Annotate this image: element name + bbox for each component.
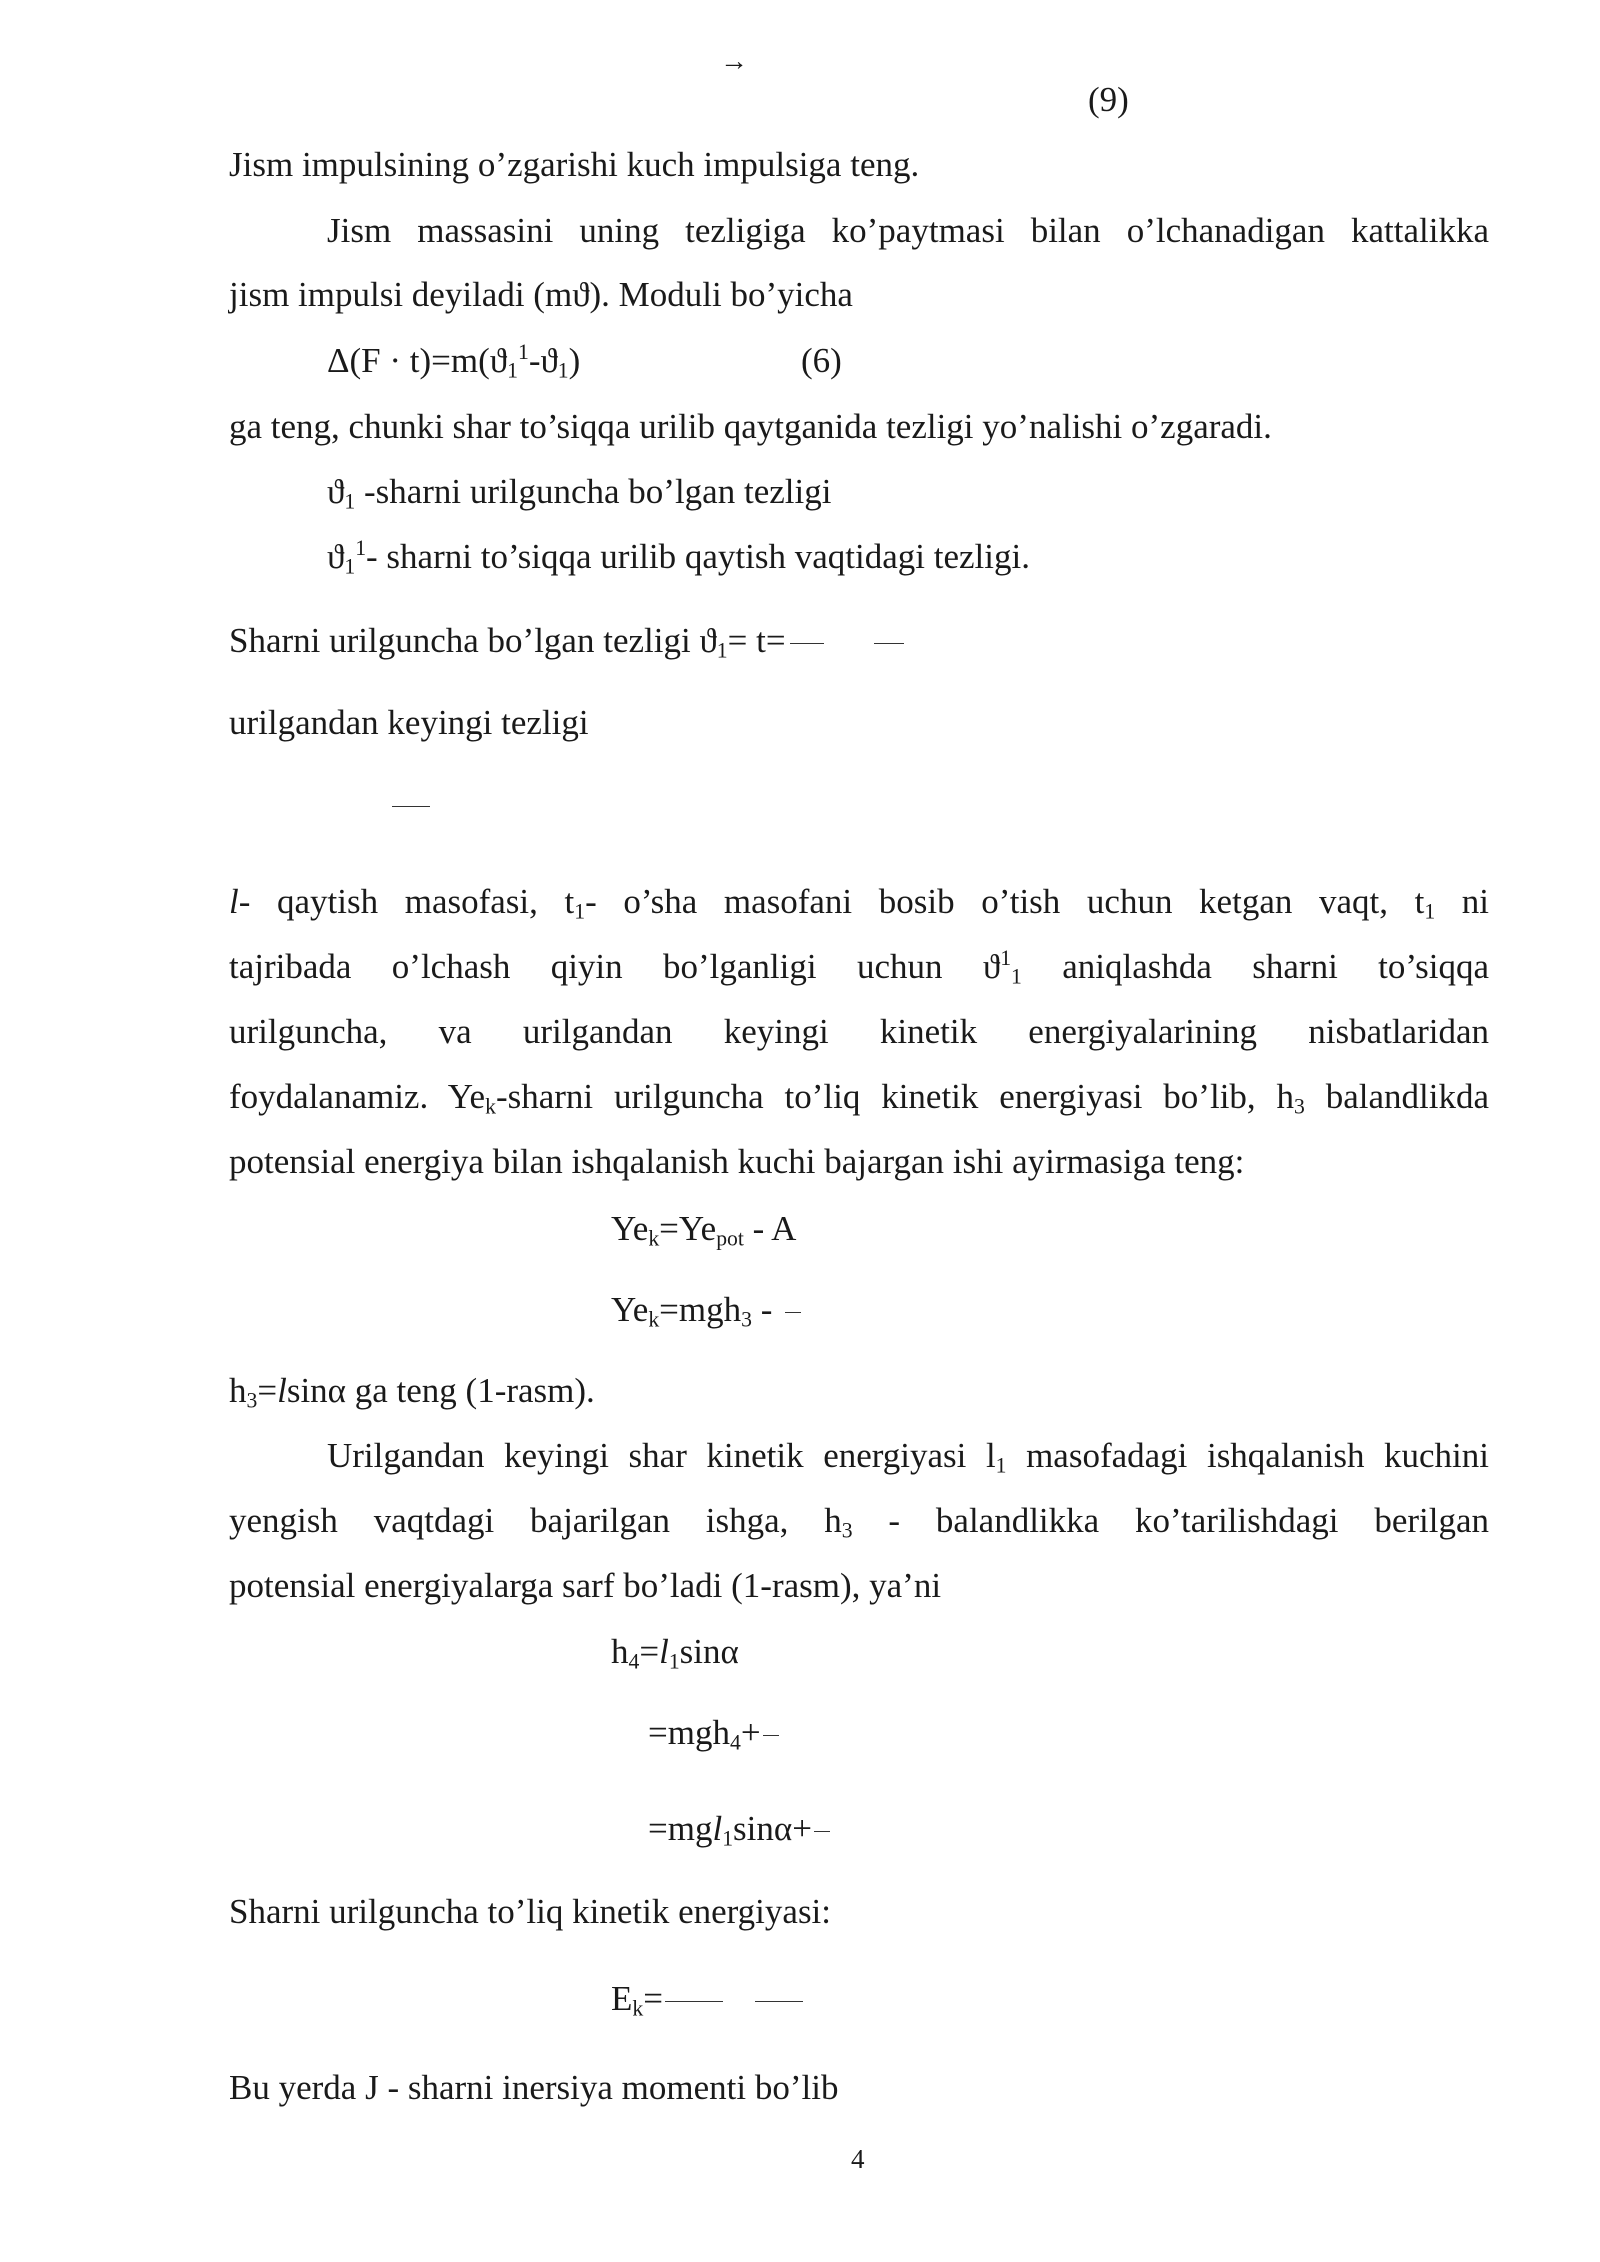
paragraph-1: Jism impulsining o’zgarishi kuch impulsiga teng. <box>229 145 920 184</box>
fraction-bar <box>665 2001 723 2002</box>
vector-arrow: → <box>720 46 748 77</box>
fraction-bar <box>755 2001 803 2002</box>
paragraph-3: ga teng, chunki shar to’siqqa urilib qaytganida tezligi yo’nalishi o’zgaradi. <box>229 407 1272 446</box>
definition-v1: $ϑ_1$ -sharni urilguncha bo’lgan tezligi <box>327 472 832 514</box>
definition-v1-prime: $ϑ_1^1-$ sharni to’siqqa urilib qaytish vaqtidagi tezligi. <box>327 535 1030 579</box>
paragraph-5-line-3: potensial energiyalarga sarf bo’ladi (1-rasm), ya’ni <box>229 1566 942 1605</box>
equation-number-6: (6) <box>801 341 842 380</box>
equation-h4: $h_4=l_1\sin\alpha$ <box>611 1632 739 1674</box>
paragraph-2-line-2: jism impulsi deyiladi (mϑ). Moduli bo’yicha <box>229 275 853 314</box>
paragraph-4-line-4: foydalanamiz. $Ye_k$-sharni urilguncha to’liq kinetik energiyasi bo’lib, $h_3$ balandlikda <box>229 1077 1490 1119</box>
fraction-bar <box>790 643 824 644</box>
h3-definition: $h_3=lsin\alpha$ ga teng (1-rasm). <box>229 1371 595 1413</box>
fraction-bar <box>392 806 430 807</box>
equation-energy-1: =mgh$_4$+ <box>648 1711 779 1755</box>
paragraph-5-line-1: Urilgandan keyingi shar kinetik energiyasi $l_1$ masofadagi ishqalanish kuchini <box>327 1436 1489 1478</box>
equation-ek-1: $Ye_k=Ye_{pot} - A$ <box>611 1209 797 1251</box>
kinetic-energy-heading: Sharni urilguncha to’liq kinetik energiyasi: <box>229 1892 832 1931</box>
closing-line: Bu yerda J - sharni inersiya momenti bo’lib <box>229 2068 839 2107</box>
fraction-bar <box>814 1831 830 1832</box>
fraction-bar <box>874 643 904 644</box>
paragraph-4-line-2: tajribada o’lchash qiyin bo’lganligi uchun $ϑ^1_1$ aniqlashda sharni to’siqqa <box>229 945 1489 989</box>
equation-ek-total: $E_k=$ <box>611 1977 803 2021</box>
equation-energy-2: =mgl$_1$sinα+ <box>648 1807 830 1851</box>
fraction-bar <box>763 1735 779 1736</box>
paragraph-4-line-5: potensial energiya bilan ishqalanish kuchi bajargan ishi ayirmasiga teng: <box>229 1142 1245 1181</box>
page-number: 4 <box>851 2144 865 2174</box>
paragraph-4-line-3: urilguncha, va urilgandan keyingi kinetik energiyalarining nisbatlaridan <box>229 1012 1489 1051</box>
speed-before-line: Sharni urilguncha bo’lgan tezligi $ϑ_1= t=$ <box>229 619 904 663</box>
equation-ek-2: $Ye_k=mgh_3$ - <box>611 1288 801 1332</box>
paragraph-2-line-1: Jism massasini uning tezligiga ko’paytmasi bilan o’lchanadigan kattalikka <box>327 211 1489 250</box>
equation-6: $\Delta(F \cdot t)=m(ϑ_1^1-ϑ_1)$ <box>327 339 581 383</box>
equation-number-9: (9) <box>1088 80 1129 119</box>
speed-after-line: urilgandan keyingi tezligi <box>229 703 589 742</box>
paragraph-4-line-1: l- qaytish masofasi, $t_1-$ o’sha masofani bosib o’tish uchun ketgan vaqt, $t_1$ ni <box>229 882 1489 924</box>
paragraph-5-line-2: yengish vaqtdagi bajarilgan ishga, $h_3$ - balandlikka ko’tarilishdagi berilgan <box>229 1501 1489 1543</box>
fraction-bar <box>785 1312 801 1313</box>
